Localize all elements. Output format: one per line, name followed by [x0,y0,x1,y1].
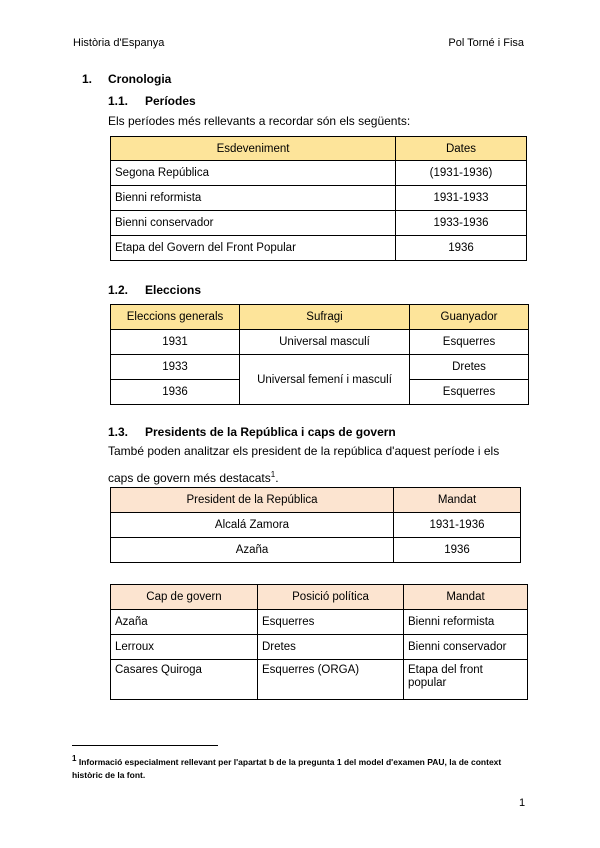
paragraph-text: caps de govern més destacats [108,471,271,485]
column-header: Eleccions generals [111,305,240,330]
subsection-title: Eleccions [145,283,202,297]
column-header: Dates [396,137,527,161]
table-cell: Universal masculí [240,330,410,355]
column-header: Cap de govern [111,585,258,610]
table-cell: Bienni conservador [404,635,528,660]
table-cell: Casares Quiroga [111,660,258,700]
table-cell: Alcalá Zamora [111,513,394,538]
section-title: Cronologia [108,72,172,86]
footnote-text: Informació especialment rellevant per l'apartat b de la pregunta 1 del model d'examen PAU, la de context històric de la font. [72,756,502,780]
table-cell: Etapa del Govern del Front Popular [111,236,396,261]
footnote [72,752,530,782]
table-cell: Esquerres [258,610,404,635]
table-cell: Dretes [410,355,529,380]
section-number: 1. [82,72,93,86]
table-cell: 1933 [111,355,240,380]
column-header: Esdeveniment [111,137,396,161]
presidents-table [110,487,521,563]
table-cell: 1936 [394,538,521,563]
column-header: Mandat [394,488,521,513]
subsection-number: 1.1. [108,94,129,108]
elections-table [110,304,529,405]
period: . [275,471,279,485]
column-header: Mandat [404,585,528,610]
paragraph-line: També poden analitzar els president de la república d'aquest període i els [108,444,500,458]
table-cell: 1931-1933 [396,186,527,211]
column-header: Sufragi [240,305,410,330]
footnote-separator [72,745,218,746]
header-left: Història d'Espanya [73,37,165,49]
column-header: Guanyador [410,305,529,330]
paragraph: Els períodes més rellevants a recordar són els següents: [108,114,411,128]
table-cell: Bienni conservador [111,211,396,236]
table-cell: Universal femení i masculí [240,355,410,405]
table-cell: 1936 [396,236,527,261]
table-cell: Bienni reformista [404,610,528,635]
table-cell: Esquerres [410,330,529,355]
table-cell: 1931 [111,330,240,355]
table-cell: Etapa del front popular [404,660,528,700]
column-header: President de la República [111,488,394,513]
table-cell: Bienni reformista [111,186,396,211]
table-cell: Azaña [111,610,258,635]
page-number: 1 [519,797,526,809]
subsection-title: Presidents de la República i caps de govern [145,425,396,439]
column-header: Posició política [258,585,404,610]
header-right: Pol Torné i Fisa [448,37,524,49]
table-cell: 1933-1936 [396,211,527,236]
footnote-reference[interactable]: 1 [270,470,276,479]
table-cell: Segona República [111,161,396,186]
table-cell: Azaña [111,538,394,563]
table-cell: Lerroux [111,635,258,660]
table-cell: Esquerres (ORGA) [258,660,404,700]
periods-table [110,136,527,261]
table-cell: Dretes [258,635,404,660]
footnote-mark: 1 [72,754,77,763]
government-heads-table [110,584,528,700]
subsection-number: 1.3. [108,425,129,439]
table-cell: (1931-1936) [396,161,527,186]
table-cell: Esquerres [410,380,529,405]
table-cell: 1936 [111,380,240,405]
subsection-title: Períodes [145,94,196,108]
paragraph-line [108,463,279,490]
table-cell: 1931-1936 [394,513,521,538]
subsection-number: 1.2. [108,283,129,297]
